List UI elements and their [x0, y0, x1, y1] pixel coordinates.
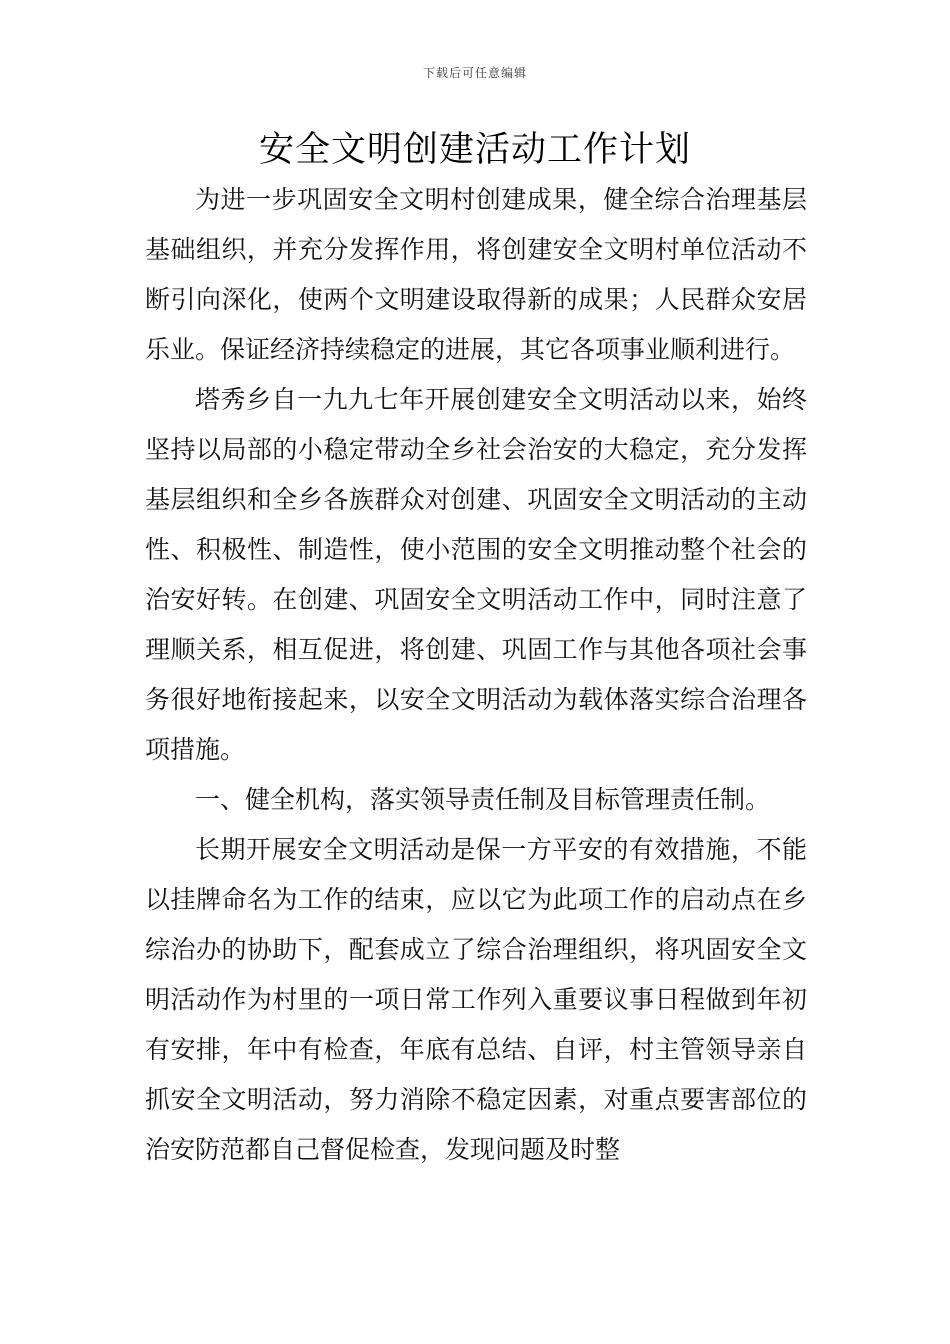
paragraph-section-1: 长期开展安全文明活动是保一方平安的有效措施，不能以挂牌命名为工作的结束，应以它为此项工作的启动点在乡综治办的协助下，配套成立了综合治理组织，将巩固安全文明活动作为村里的一项日常工作列入重要议事日程做到年初有安排，年中有检查，年底有总结、自评，村主管领导亲自抓安全文明活动，努力消除不稳定因素，对重点要害部位的治安防范都自己督促检查，发现问题及时整 — [145, 835, 807, 1164]
paragraph-background: 塔秀乡自一九九七年开展创建安全文明活动以来，始终坚持以局部的小稳定带动全乡社会治安的大稳定，充分发挥基层组织和全乡各族群众对创建、巩固安全文明活动的主动性、积极性、制造性，使小范围的安全文明推动整个社会的治安好转。在创建、巩固安全文明活动工作中，同时注意了理顺关系，相互促进，将创建、巩固工作与其他各项社会事务很好地衔接起来，以安全文明活动为载体落实综合治理各项措施。 — [145, 385, 807, 764]
document-body — [145, 175, 807, 1175]
section-heading-1: 一、健全机构，落实领导责任制及目标管理责任制。 — [195, 785, 771, 814]
header-note: 下载后可任意编辑 — [422, 66, 527, 80]
paragraph-intro: 为进一步巩固安全文明村创建成果，健全综合治理基层基础组织，并充分发挥作用，将创建安全文明村单位活动不断引向深化，使两个文明建设取得新的成果；人民群众安居乐业。保证经济持续稳定的进展，其它各项事业顺利进行。 — [145, 185, 807, 364]
document-title: 安全文明创建活动工作计划 — [258, 130, 691, 170]
